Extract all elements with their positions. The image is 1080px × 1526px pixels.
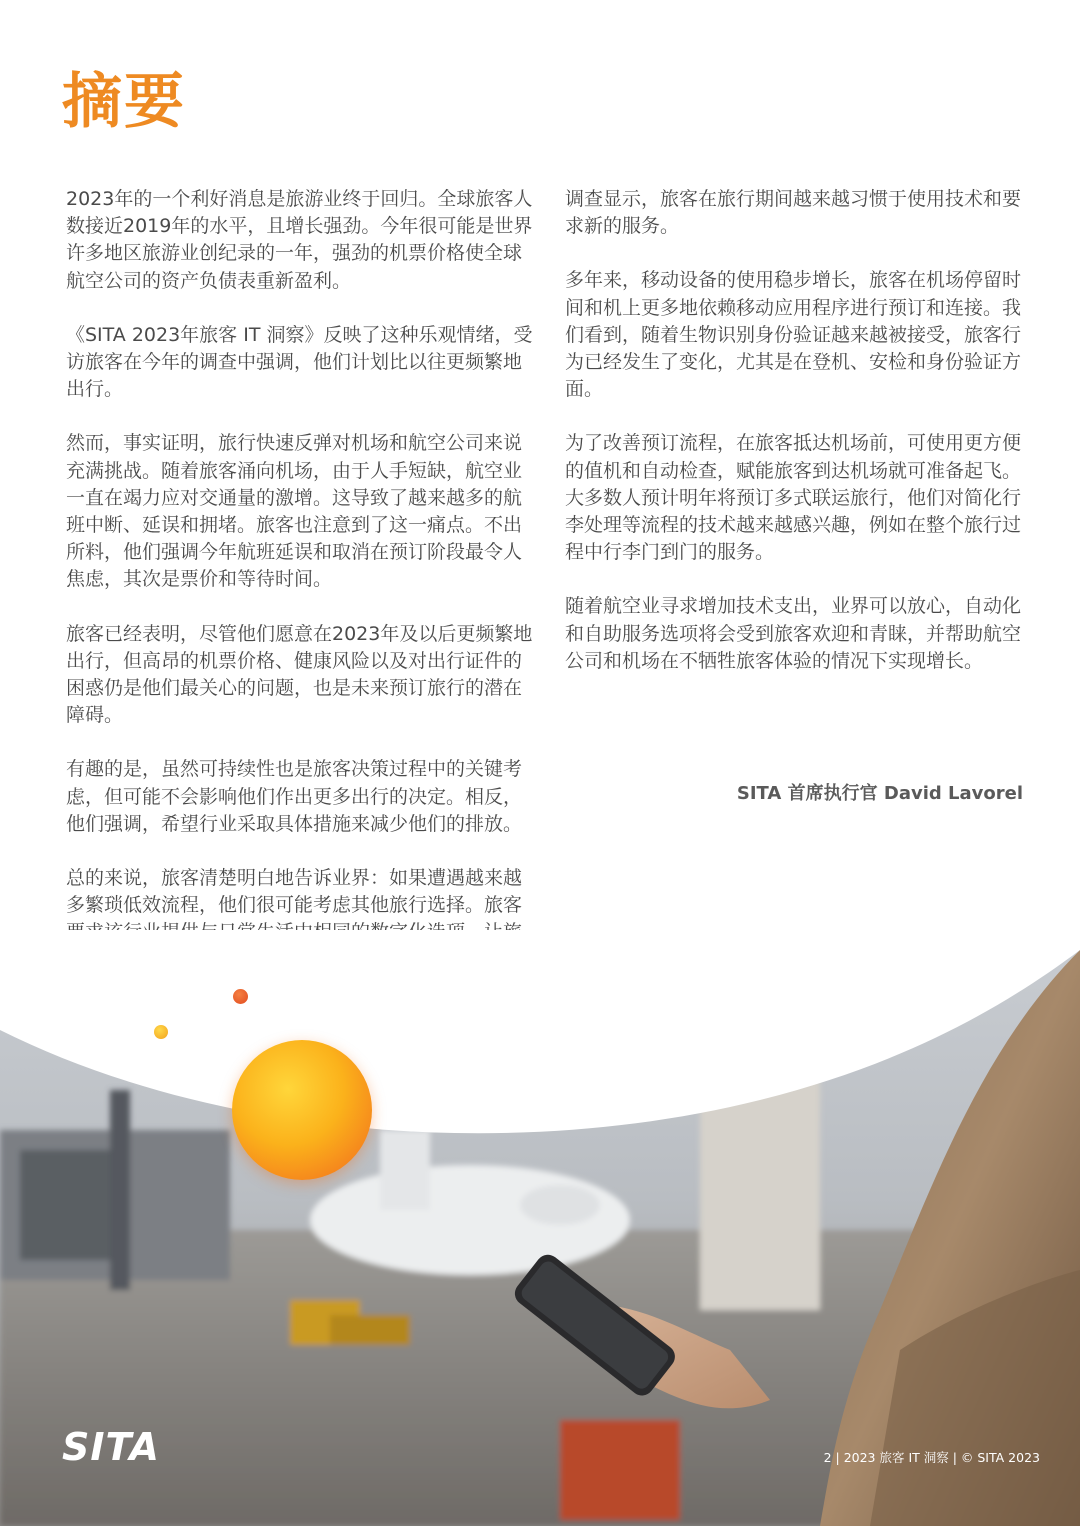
signature: SITA 首席执行官 David Lavorel: [736, 783, 1023, 804]
right-paragraph-1: 调查显示，旅客在旅行期间越来越习惯于使用技术和要求新的服务。: [565, 188, 1022, 238]
left-paragraph-4: 旅客已经表明，尽管他们愿意在2023年及以后更频繁地出行，但高昂的机票价格、健康风险以及对出行证件的困惑仍是他们最关心的问题，也是未来预订旅行的潜在障碍。: [66, 622, 533, 727]
page-footer: 2 | 2023 旅客 IT 洞察 | © SITA 2023: [823, 1450, 1040, 1465]
right-column: [565, 186, 1035, 702]
right-paragraph-4: 随着航空业寻求增加技术支出，业界可以放心，自动化和自助服务选项将会受到旅客欢迎和青睐，并帮助航空公司和机场在不牺牲旅客体验的情况下实现增长。: [565, 595, 1022, 672]
right-paragraph-3: 为了改善预订流程，在旅客抵达机场前，可使用更方便的值机和自动检查，赋能旅客到达机场就可准备起飞。大多数人预计明年将预订多式联运旅行，他们对简化行李处理等流程的技术越来越感兴趣，例如在整个旅行过程中行李门到门的服务。: [565, 432, 1022, 564]
sita-logo: SITA: [62, 1425, 160, 1469]
page-title: 摘要: [62, 67, 186, 137]
decorative-bubble-red: [233, 989, 248, 1004]
decorative-bubble-large: [232, 1040, 372, 1180]
right-paragraph-2: 多年来，移动设备的使用稳步增长，旅客在机场停留时间和机上更多地依赖移动应用程序进行预订和连接。我们看到，随着生物识别身份验证越来越被接受，旅客行为已经发生了变化，尤其是在登机、安检和身份验证方面。: [565, 269, 1022, 401]
left-column: [66, 186, 538, 1001]
left-paragraph-1: 2023年的一个利好消息是旅游业终于回归。全球旅客人数接近2019年的水平，且增长强劲。今年很可能是世界许多地区旅游业创纪录的一年，强劲的机票价格使全球航空公司的资产负债表重新盈利。: [66, 188, 533, 292]
left-paragraph-3: 然而，事实证明，旅行快速反弹对机场和航空公司来说充满挑战。随着旅客涌向机场，由于人手短缺，航空业一直在竭力应对交通量的激增。这导致了越来越多的航班中断、延误和拥堵。旅客也注意到了这一痛点。不出所料，他们强调今年航班延误和取消在预订阶段最令人焦虑，其次是票价和等待时间。: [66, 432, 523, 591]
left-paragraph-5: 有趣的是，虽然可持续性也是旅客决策过程中的关键考虑，但可能不会影响他们作出更多出行的决定。相反，他们强调，希望行业采取具体措施来减少他们的排放。: [66, 758, 523, 835]
left-paragraph-2: 《SITA 2023年旅客 IT 洞察》反映了这种乐观情绪，受访旅客在今年的调查中强调，他们计划比以往更频繁地出行。: [66, 323, 533, 401]
left-paragraph-6: 总的来说，旅客清楚明白地告诉业界：如果遭遇越来越多繁琐低效流程，他们很可能考虑其他旅行选择。旅客: [66, 867, 523, 917]
decorative-bubble-small: [154, 1025, 168, 1039]
airport-photo: [0, 930, 1080, 1526]
